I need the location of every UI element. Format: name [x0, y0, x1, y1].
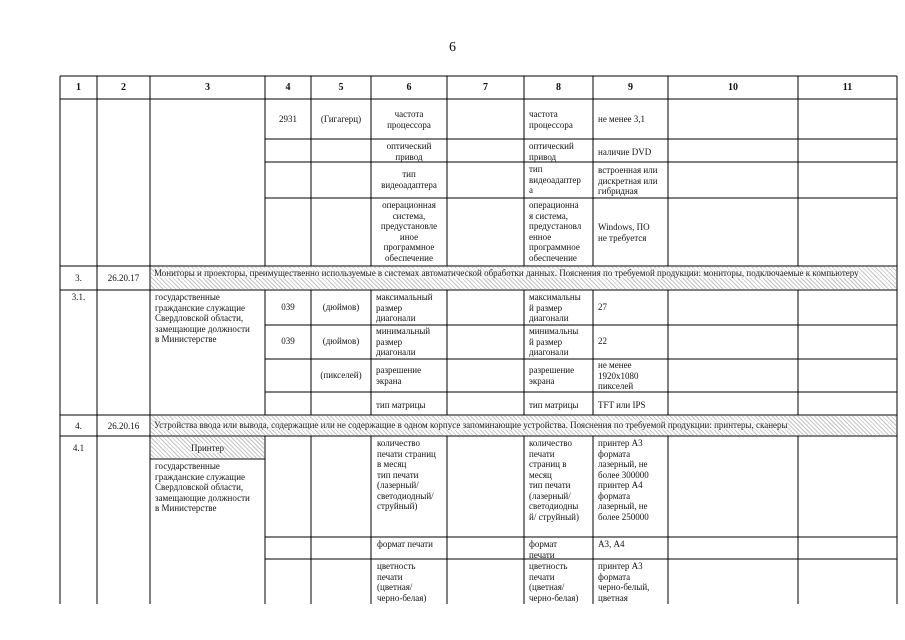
header-col-11: 11 — [842, 82, 853, 93]
char-name-6: тип видеоадаптера — [381, 169, 437, 190]
okei-code: 039 — [281, 302, 295, 312]
char-value-9: А3, А4 — [598, 539, 625, 549]
char-name-8: максимальны й размер диагонали — [529, 292, 581, 323]
section-number: 4. — [75, 421, 82, 431]
item-number: 3.1. — [71, 292, 86, 302]
char-name-8: операционна я система, предустановл енное программное обеспечение — [529, 200, 582, 263]
char-name-8: тип видеоадаптер а — [529, 164, 581, 195]
char-name-8: разрешение экрана — [529, 365, 575, 386]
char-name-6: операционная система, предустановле иное программное обеспечение — [380, 200, 438, 263]
unit-name: (дюймов) — [322, 302, 360, 312]
char-name-8: оптический привод — [529, 141, 574, 162]
char-name-8: количество печати страниц в месяц тип печати (лазерный/ светодиодны й/ струйный) — [529, 438, 579, 522]
char-name-6: цветность печати (цветная/ черно-белая) — [377, 561, 427, 603]
char-value-9: встроенная или дискретная или гибридная — [598, 165, 658, 196]
header-col-8: 8 — [556, 82, 561, 93]
char-value-9: не менее 3,1 — [598, 114, 646, 124]
char-name-8: тип матрицы — [529, 400, 579, 410]
char-name-6: минимальный размер диагонали — [376, 326, 431, 357]
char-value-9: принтер А3 формата черно-белый, цветная — [598, 561, 650, 603]
header-col-5: 5 — [338, 82, 344, 93]
char-name-8: формат печати — [529, 539, 558, 560]
header-col-7: 7 — [483, 82, 488, 93]
char-value-9: TFT или IPS — [598, 400, 646, 410]
unit-name: (дюймов) — [322, 336, 360, 346]
header-col-10: 10 — [728, 82, 738, 93]
char-name-6: частота процессора — [387, 109, 431, 130]
header-col-6: 6 — [406, 82, 412, 93]
header-col-3: 3 — [205, 82, 210, 93]
header-col-9: 9 — [628, 82, 633, 93]
char-name-8: частота процессора — [529, 109, 573, 130]
char-name-8: минимальны й размер диагонали — [529, 326, 579, 357]
position-holders: государственные гражданские служащие Свердловской области, замещающие должности в Министерстве — [155, 461, 250, 513]
item-number: 4.1 — [72, 443, 85, 453]
header-col-2: 2 — [121, 82, 126, 93]
char-name-8: цветность печати (цветная/ черно-белая) — [529, 561, 579, 603]
char-value-9: наличие DVD — [598, 147, 652, 157]
unit-name: (пикселей) — [320, 370, 362, 380]
okpd-code: 26.20.17 — [107, 273, 140, 283]
section-number: 3. — [75, 273, 82, 283]
header-col-1: 1 — [76, 82, 81, 93]
char-value-9: 22 — [598, 336, 607, 346]
char-name-6: количество печати страниц в месяц тип печати (лазерный/ светодиодный/ струйный) — [377, 438, 436, 511]
section-title: Мониторы и проекторы, преимущественно используемые в системах автоматической обработки данных. Пояснения по требуемой продукции: мониторы, подключаемые к компьютеру — [154, 268, 859, 278]
char-name-6: максимальный размер диагонали — [376, 292, 433, 323]
header-col-4: 4 — [285, 82, 291, 93]
okpd-code: 26.20.16 — [107, 421, 140, 431]
char-name-6: оптический привод — [386, 141, 432, 162]
okei-code: 2931 — [279, 114, 297, 124]
okei-code: 039 — [281, 336, 295, 346]
char-value-9: не менее 1920x1080 пикселей — [598, 360, 639, 391]
char-name-6: разрешение экрана — [376, 365, 422, 386]
char-name-6: формат печати — [377, 539, 433, 549]
char-value-9: принтер А3 формата лазерный, не более 300000 принтер А4 формата лазерный, не более 250000 — [598, 438, 649, 522]
position-holders: государственные гражданские служащие Свердловской области, замещающие должности в Министерстве — [155, 292, 250, 344]
char-name-6: тип матрицы — [376, 400, 426, 410]
unit-name: (Гигагерц) — [320, 114, 362, 124]
page-number: 6 — [449, 40, 456, 55]
char-value-9: Windows, ПО не требуется — [598, 222, 650, 243]
section-title: Устройства ввода или вывода, содержащие или не содержащие в одном корпусе запоминающие устройства. Пояснения по требуемой продукции: принтеры, сканеры — [154, 420, 788, 430]
char-value-9: 27 — [598, 302, 607, 312]
product-name: Принтер — [190, 443, 225, 453]
